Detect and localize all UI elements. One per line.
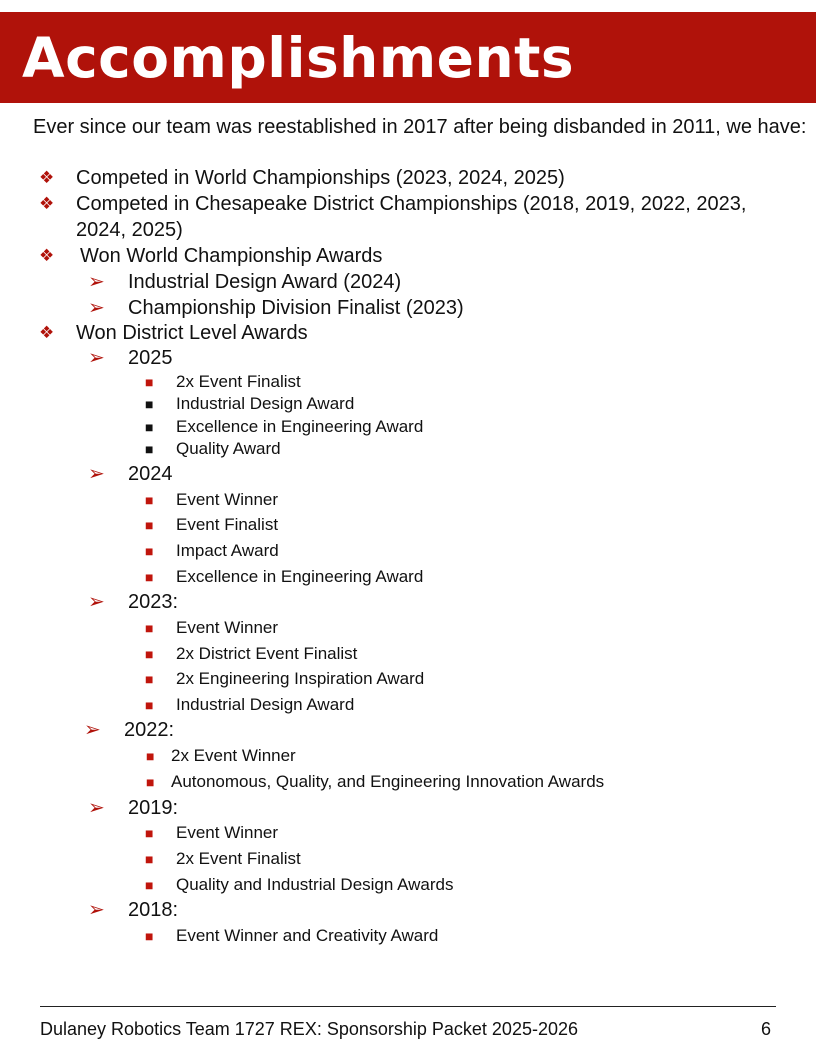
arrow-bullet-icon: ➢ <box>88 297 105 319</box>
square-bullet-icon: ■ <box>145 569 154 585</box>
arrow-bullet-icon: ➢ <box>88 463 105 485</box>
square-bullet-icon: ■ <box>145 697 154 713</box>
footer-divider <box>40 1006 776 1007</box>
arrow-bullet-icon: ➢ <box>88 591 105 613</box>
square-bullet-icon: ■ <box>145 396 154 412</box>
square-bullet-icon: ■ <box>145 419 154 435</box>
square-bullet-icon: ■ <box>145 825 154 841</box>
arrow-bullet-icon: ➢ <box>88 347 105 369</box>
footer-text: Dulaney Robotics Team 1727 REX: Sponsorship Packet 2025-2026 <box>40 1019 578 1039</box>
arrow-bullet-icon: ➢ <box>88 899 105 921</box>
square-bullet-icon: ■ <box>145 928 154 944</box>
page-number: 6 <box>760 1019 771 1039</box>
square-bullet-icon: ■ <box>146 774 155 790</box>
arrow-bullet-icon: ➢ <box>88 271 105 293</box>
square-bullet-icon: ■ <box>145 543 154 559</box>
square-bullet-icon: ■ <box>145 851 154 867</box>
arrow-bullet-icon: ➢ <box>84 719 101 741</box>
square-bullet-icon: ■ <box>145 646 154 662</box>
square-bullet-icon: ■ <box>145 374 154 390</box>
title-banner <box>0 12 816 103</box>
arrow-bullet-icon: ➢ <box>88 797 105 819</box>
page-title: Accomplishments <box>22 26 575 90</box>
square-bullet-icon: ■ <box>145 620 154 636</box>
square-bullet-icon: ■ <box>145 441 154 457</box>
diamond-bullet-icon: ❖ <box>39 323 55 342</box>
diamond-bullet-icon: ❖ <box>39 168 55 187</box>
square-bullet-icon: ■ <box>145 517 154 533</box>
diamond-bullet-icon: ❖ <box>39 194 55 213</box>
intro-paragraph: Ever since our team was reestablished in 2017 after being disbanded in 2011, we have: <box>33 116 807 138</box>
diamond-bullet-icon: ❖ <box>39 246 55 265</box>
square-bullet-icon: ■ <box>145 671 154 687</box>
square-bullet-icon: ■ <box>145 492 154 508</box>
square-bullet-icon: ■ <box>145 877 154 893</box>
square-bullet-icon: ■ <box>146 748 155 764</box>
